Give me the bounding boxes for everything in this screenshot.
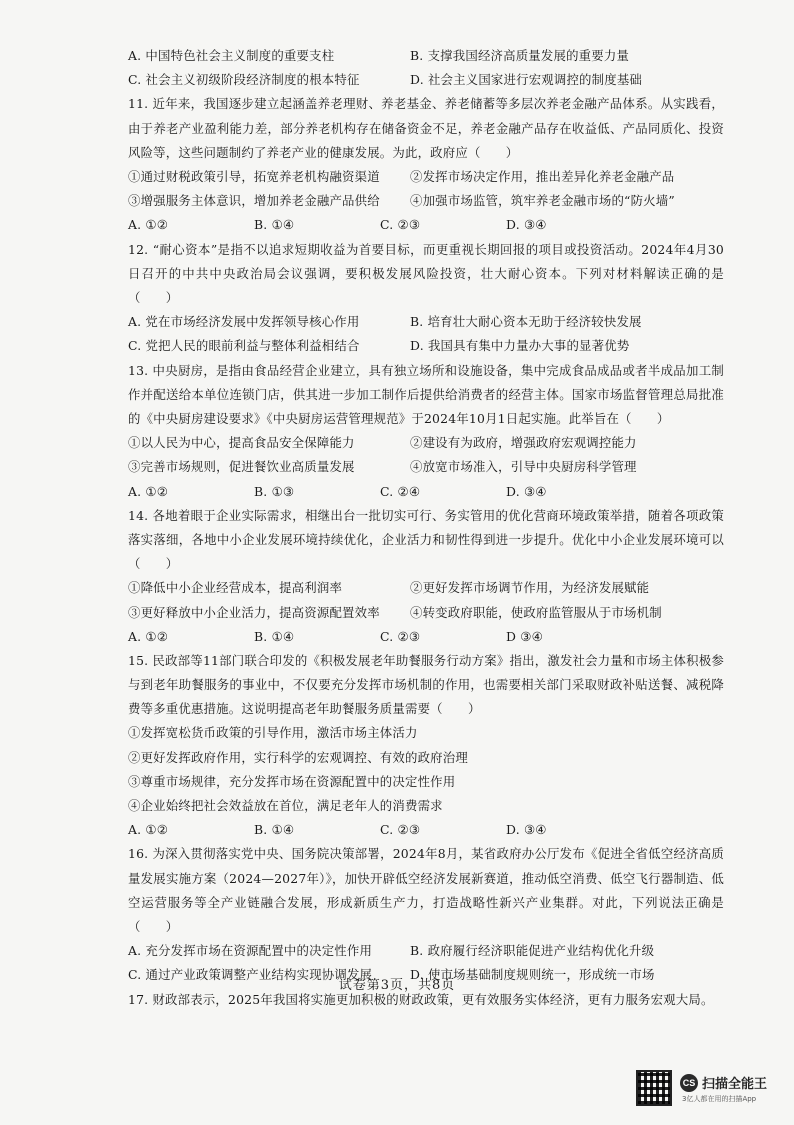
q11-statement-2: ②发挥市场决定作用，推出差异化养老金融产品 [410, 168, 675, 184]
qr-code-icon [636, 1070, 672, 1106]
q11-statements-row2 [128, 189, 724, 213]
q11-option-d: D. ③④ [506, 217, 547, 233]
q13-statements-row1 [128, 431, 724, 455]
q15-statement-2: ②更好发挥政府作用，实行科学的宏观调控、有效的政府治理 [128, 749, 468, 765]
q13-statements-row2 [128, 455, 724, 479]
q13-statement-4: ④放宽市场准入，引导中央厨房科学管理 [410, 459, 637, 475]
q16-option-d: D. 使市场基础制度规则统一，形成统一市场 [410, 967, 655, 983]
q12-option-c: C. 党把人民的眼前利益与整体利益相结合 [128, 338, 360, 354]
q14-option-a: A. ①② [128, 628, 169, 644]
q11-stem: 11. 近年来，我国逐步建立起涵盖养老理财、养老基金、养老储蓄等多层次养老金融产品体系。从实践看，由于养老产业盈利能力差，部分养老机构存在储备资金不足，养老金融产品存在收益低、产品同质化、投资风险等，这些问题制约了养老产业的健康发展。为此，政府应（ ） [128, 96, 724, 160]
q11-option-c: C. ②③ [380, 217, 421, 233]
q12-options-row1 [128, 310, 724, 334]
q10-options-row2 [128, 68, 724, 92]
q12-option-d: D. 我国具有集中力量办大事的显著优势 [410, 338, 630, 354]
q16-options-row1 [128, 939, 724, 963]
q16-option-c: C. 通过产业政策调整产业结构实现协调发展 [128, 967, 373, 983]
q11-statement-4: ④加强市场监管，筑牢养老金融市场的“防火墙” [410, 193, 675, 209]
q13-stem: 13. 中央厨房，是指由食品经营企业建立，具有独立场所和设施设备，集中完成食品成品或者半成品加工制作并配送给本单位连锁门店，供其进一步加工制作后提供给消费者的经营主体。国家市场监督管理总局批准的《中央厨房建设要求》《中央厨房运营管理规范》于2024年10月1日起实施。此举旨在（ ） [128, 362, 724, 426]
q15-statement-4: ④企业始终把社会效益放在首位，满足老年人的消费需求 [128, 798, 443, 814]
q11-statements-row1 [128, 165, 724, 189]
q11-option-a: A. ①② [128, 217, 169, 233]
q15-option-c: C. ②③ [380, 822, 421, 838]
q13-statement-2: ②建设有为政府，增强政府宏观调控能力 [410, 435, 637, 451]
q15-stem: 15. 民政部等11部门联合印发的《积极发展老年助餐服务行动方案》指出，激发社会力量和市场主体积极参与到老年助餐服务的事业中，不仅要充分发挥市场机制的作用，也需要相关部门采取财政补贴送餐、减税降费等多重优惠措施。这说明提高老年助餐服务质量需要（ ） [128, 652, 724, 717]
q10-option-b: B. 支撑我国经济高质量发展的重要力量 [410, 48, 630, 63]
q14-statements-row2 [128, 601, 724, 625]
q15-option-b: B. ①④ [254, 822, 295, 838]
q11-options [128, 213, 724, 237]
q13-option-a: A. ①② [128, 483, 169, 499]
q11-statement-1: ①通过财税政策引导，拓宽养老机构融资渠道 [128, 168, 380, 184]
q13-statement-3: ③完善市场规则，促进餐饮业高质量发展 [128, 459, 355, 475]
q10-option-c: C. 社会主义初级阶段经济制度的根本特征 [128, 72, 360, 88]
q13-option-c: C. ②④ [380, 483, 421, 499]
page-content [128, 44, 724, 1012]
q13-statement-1: ①以人民为中心，提高食品安全保障能力 [128, 435, 355, 451]
q15-option-d: D. ③④ [506, 822, 547, 838]
q14-statement-1: ①降低中小企业经营成本，提高利润率 [128, 580, 343, 596]
q15-statement-1: ①发挥宽松货币政策的引导作用，激活市场主体活力 [128, 725, 418, 741]
q14-option-d: D ③④ [506, 628, 543, 644]
camscanner-logo-icon: CS [680, 1074, 698, 1092]
q13-option-b: B. ①③ [254, 483, 295, 499]
q12-options-row2 [128, 334, 724, 358]
q16-stem: 16. 为深入贯彻落实党中央、国务院决策部署，2024年8月，某省政府办公厅发布《促进全省低空经济高质量发展实施方案（2024—2027年）》，加快开辟低空经济发展新赛道，推动低空消费、低空飞行器制造、低空运营服务等全产业链融合发展，形成新质生产力，打造战略性新兴产业集群。对此，下列说法正确是（ ） [128, 846, 724, 935]
q13-option-d: D. ③④ [506, 483, 547, 499]
q13-options [128, 480, 724, 504]
q14-option-c: C. ②③ [380, 628, 421, 644]
scanner-app-name: 扫描全能王 [702, 1077, 768, 1092]
q12-option-a: A. 党在市场经济发展中发挥领导核心作用 [128, 314, 360, 330]
q14-option-b: B. ①④ [254, 628, 295, 644]
q16-option-b: B. 政府履行经济职能促进产业结构优化升级 [410, 943, 655, 959]
q14-options [128, 625, 724, 649]
q14-statement-4: ④转变政府职能，使政府监管服从于市场机制 [410, 604, 662, 620]
q10-options-row1 [128, 44, 724, 68]
scanner-watermark [636, 1070, 786, 1110]
q16-option-a: A. 充分发挥市场在资源配置中的决定性作用 [128, 943, 373, 959]
q11-statement-3: ③增强服务主体意识，增加养老金融产品供给 [128, 193, 380, 209]
q14-statement-2: ②更好发挥市场调节作用，为经济发展赋能 [410, 580, 650, 596]
q10-option-d: D. 社会主义国家进行宏观调控的制度基础 [410, 72, 643, 88]
q15-statement-3: ③尊重市场规律，充分发挥市场在资源配置中的决定性作用 [128, 773, 456, 789]
q10-option-a: A. 中国特色社会主义制度的重要支柱 [128, 48, 335, 63]
q15-options [128, 818, 724, 842]
q11-option-b: B. ①④ [254, 217, 295, 233]
q17-stem: 17. 财政部表示，2025年我国将实施更加积极的财政政策，更有效服务实体经济，更有力服务宏观大局。 [128, 991, 714, 1007]
page-footer: 试卷第3页，共8页 [338, 978, 456, 993]
scanner-app-tagline: 3亿人都在用的扫描App [682, 1095, 757, 1103]
q14-stem: 14. 各地着眼于企业实际需求，相继出台一批切实可行、务实管用的优化营商环境政策举措，随着各项政策落实落细，各地中小企业发展环境持续优化，企业活力和韧性得到进一步提升。优化中小企业发展环境可以（ ） [128, 507, 724, 572]
q12-stem: 12. “耐心资本”是指不以追求短期收益为首要目标，而更重视长期回报的项目或投资活动。2024年4月30日召开的中共中央政治局会议强调，要积极发展风险投资，壮大耐心资本。下列对材料解读正确的是（ ） [128, 241, 724, 305]
q14-statement-3: ③更好释放中小企业活力，提高资源配置效率 [128, 604, 380, 620]
q15-option-a: A. ①② [128, 822, 169, 838]
q14-statements-row1 [128, 576, 724, 600]
q12-option-b: B. 培育壮大耐心资本无助于经济较快发展 [410, 314, 642, 330]
